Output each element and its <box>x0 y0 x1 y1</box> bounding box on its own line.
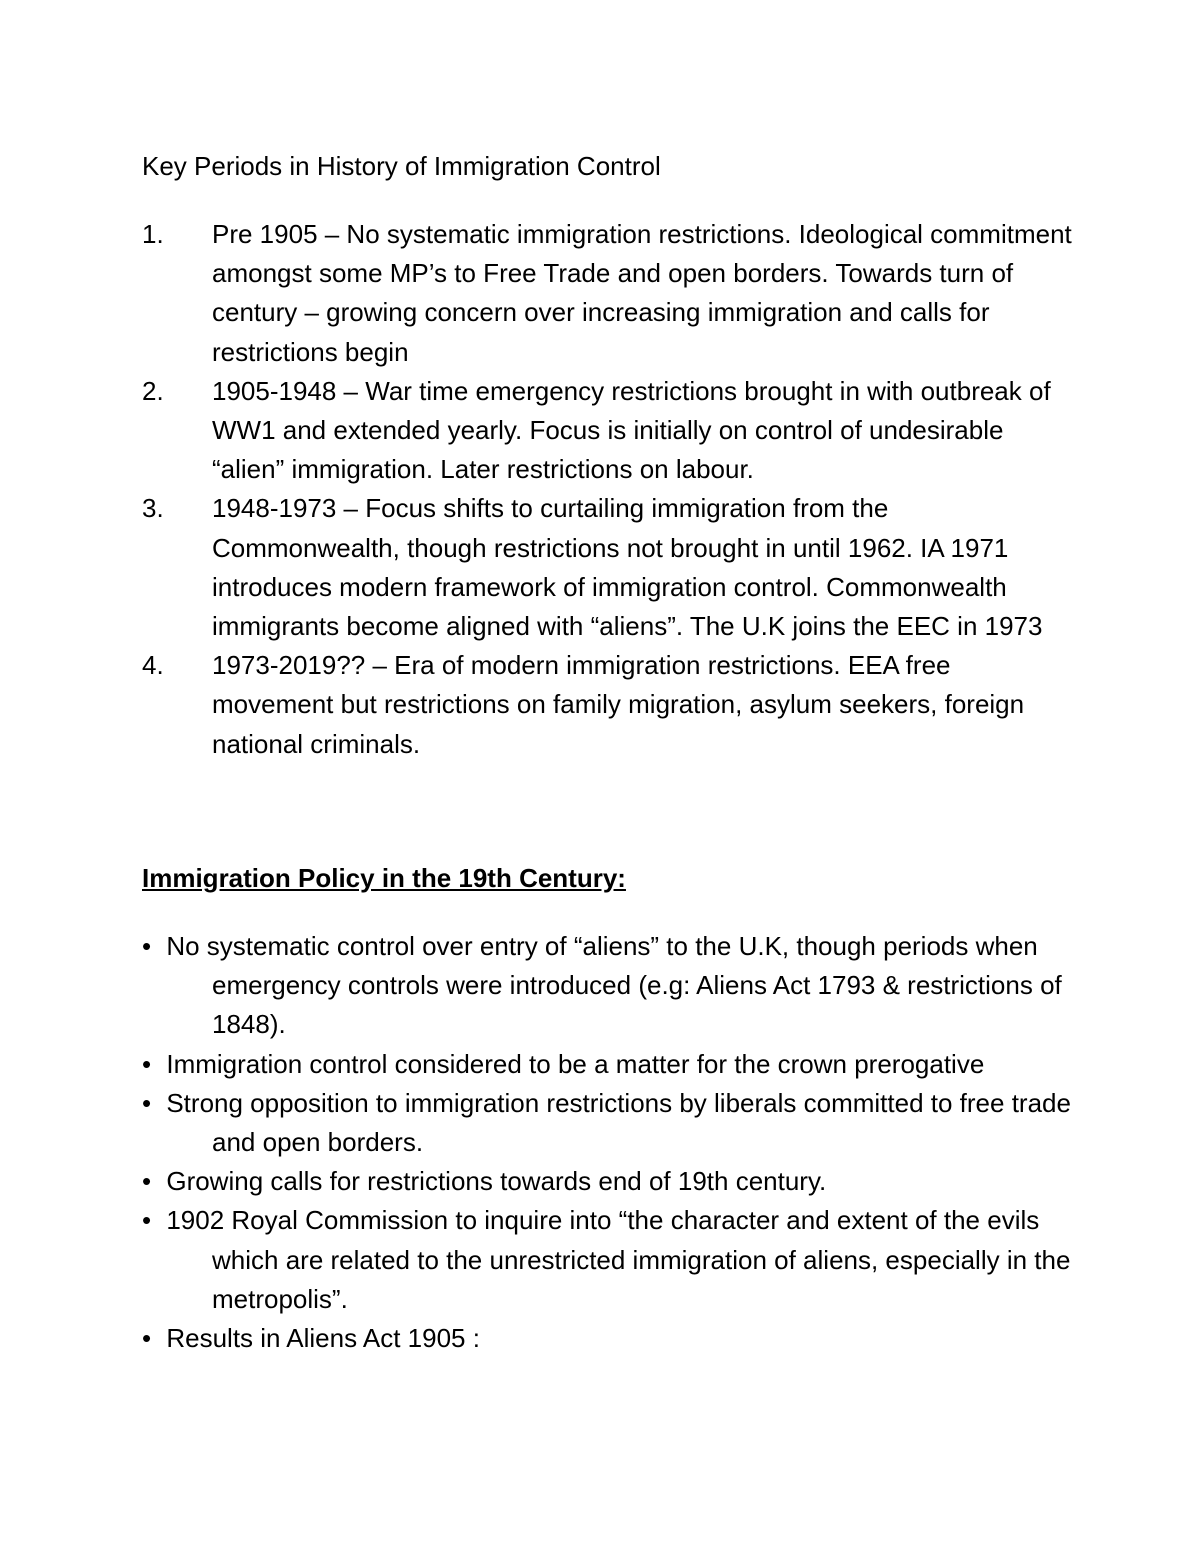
bullet-text: No systematic control over entry of “aliens” to the U.K, though periods when emergency controls were introduced (e.g: Aliens Act 1793 & restrictions of 1848). <box>166 931 1062 1040</box>
bullet-icon: • <box>142 1048 152 1079</box>
bullet-text: Growing calls for restrictions towards end of 19th century. <box>166 1166 827 1197</box>
period-item <box>142 215 1072 372</box>
bullet-icon: • <box>142 1166 152 1197</box>
period-number: 3. <box>142 493 164 524</box>
key-periods-list <box>142 215 1072 764</box>
period-number: 4. <box>142 650 164 681</box>
section-heading: Immigration Policy in the 19th Century: <box>142 863 626 893</box>
period-item <box>142 372 1062 490</box>
bullet-item <box>142 1045 1082 1084</box>
period-item <box>142 646 1062 764</box>
bullet-item <box>142 1084 1082 1162</box>
bullet-item <box>142 1319 1082 1358</box>
policy-bullet-list <box>142 927 1082 1358</box>
bullet-item <box>142 927 1082 1045</box>
period-number: 2. <box>142 375 164 406</box>
period-item <box>142 489 1062 646</box>
bullet-text: 1902 Royal Commission to inquire into “the character and extent of the evils which are related to the unrestricted immigration of aliens, especially in the metropolis”. <box>166 1205 1071 1314</box>
period-text: 1905-1948 – War time emergency restrictions brought in with outbreak of WW1 and extended yearly. Focus is initially on control of undesirable “alien” immigration. Later restrictions on labour. <box>212 375 1051 485</box>
bullet-text: Results in Aliens Act 1905 : <box>166 1323 480 1354</box>
document-title: Key Periods in History of Immigration Control <box>142 151 661 181</box>
bullet-text: Immigration control considered to be a matter for the crown prerogative <box>166 1048 985 1079</box>
period-text: 1948-1973 – Focus shifts to curtailing immigration from the Commonwealth, though restrictions not brought in until 1962. IA 1971 introduces modern framework of immigration control. Commonwealth immigrants become aligned with “aliens”. The U.K joins the EEC in 1973 <box>212 493 1043 642</box>
bullet-icon: • <box>142 1323 152 1354</box>
bullet-item <box>142 1162 1082 1201</box>
bullet-text: Strong opposition to immigration restrictions by liberals committed to free trade and open borders. <box>166 1087 1071 1158</box>
period-text: 1973-2019?? – Era of modern immigration restrictions. EEA free movement but restrictions on family migration, asylum seekers, foreign national criminals. <box>212 650 1025 759</box>
bullet-icon: • <box>142 1087 152 1118</box>
bullet-icon: • <box>142 931 152 961</box>
bullet-icon: • <box>142 1205 152 1236</box>
period-number: 1. <box>142 219 164 249</box>
period-text: Pre 1905 – No systematic immigration restrictions. Ideological commitment amongst some MP’s to Free Trade and open borders. Towards turn of century – growing concern over increasing immigration and calls for restrictions begin <box>212 219 1072 367</box>
bullet-item <box>142 1201 1082 1319</box>
